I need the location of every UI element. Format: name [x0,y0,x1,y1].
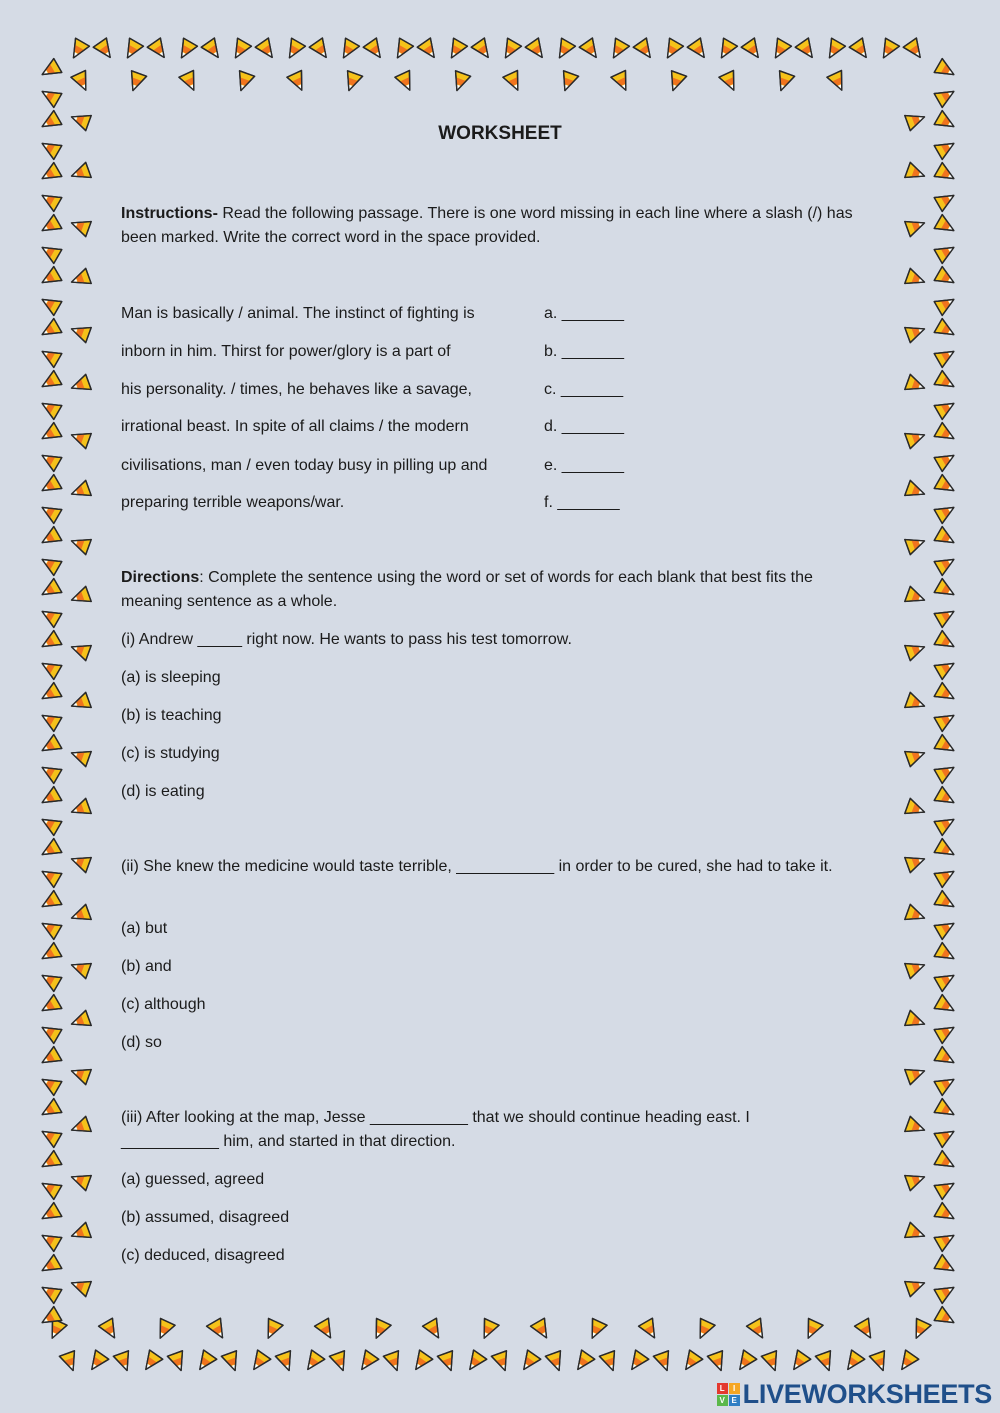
candy-corn-icon [934,1021,958,1044]
candy-corn-icon [905,215,927,236]
candy-corn-icon [715,38,738,62]
candy-corn-icon [38,1047,62,1070]
candy-corn-icon [69,904,91,925]
candy-corn-icon [934,735,958,758]
candy-corn-icon [417,38,440,62]
candy-corn-icon [229,38,252,62]
candy-corn-icon [383,1351,404,1373]
candy-corn-icon [38,1151,62,1174]
candy-corn-icon [38,839,62,862]
candy-corn-icon [93,38,116,62]
candy-corn-icon [934,85,958,108]
candy-corn-icon [525,38,548,62]
passage-line: preparing terrible weapons/war. [121,494,345,511]
candy-corn-icon [877,38,900,62]
candy-corn-icon [59,1351,80,1373]
candy-corn-icon [125,71,146,93]
candy-corn-icon [38,293,62,316]
candy-corn-icon [733,1350,756,1374]
candy-corn-icon [38,1073,62,1096]
candy-corn-icon [38,735,62,758]
candy-corn-icon [69,1010,91,1031]
candy-corn-icon [38,1281,62,1304]
candy-corn-icon [69,586,91,607]
candy-corn-icon [585,1318,607,1341]
candy-corn-icon [71,70,93,93]
candy-corn-icon [38,215,62,238]
answer-blank[interactable]: f. _______ [544,494,620,511]
candy-corn-icon [471,38,494,62]
candy-corn-icon [599,1351,620,1373]
candy-corn-icon [665,71,686,93]
candy-corn-icon [934,293,958,316]
candy-corn-icon [905,374,927,395]
candy-corn-icon [747,1318,770,1342]
candy-corn-icon [849,38,872,62]
passage-line: his personality. / times, he behaves like a savage, [121,381,472,398]
candy-corn-icon [69,851,91,872]
candy-corn-icon [934,345,958,368]
candy-corn-icon [903,38,926,62]
candy-corn-icon [287,70,309,93]
candy-corn-icon [934,111,958,134]
option-item[interactable]: (a) but [121,920,168,937]
candy-corn-icon [934,1125,958,1148]
candy-corn-icon [201,38,224,62]
candy-corn-icon [423,1318,446,1342]
candy-corn-icon [639,1318,662,1342]
candy-corn-icon [905,268,927,289]
candy-corn-icon [69,957,91,978]
candy-corn-icon [38,345,62,368]
candy-corn-icon [247,1350,270,1374]
question-text: (ii) She knew the medicine would taste terrible, ___________ in order to be cured, she had to take it. [121,858,833,875]
logo-letter: V [717,1395,728,1406]
candy-corn-icon [69,1222,91,1243]
candy-corn-icon [69,692,91,713]
option-item[interactable]: (a) guessed, agreed [121,1171,265,1188]
candy-corn-icon [934,267,958,290]
candy-corn-icon [934,839,958,862]
candy-corn-icon [571,1350,594,1374]
option-item[interactable]: (b) assumed, disagreed [121,1209,290,1226]
candy-corn-icon [309,38,332,62]
candy-corn-icon [369,1318,391,1341]
candy-corn-icon [934,943,958,966]
candy-corn-icon [391,38,414,62]
candy-corn-icon [38,631,62,654]
candy-corn-icon [905,745,927,766]
candy-corn-icon [934,657,958,680]
candy-corn-icon [38,683,62,706]
candy-corn-icon [38,371,62,394]
candy-corn-icon [329,1351,350,1373]
candy-corn-icon [934,449,958,472]
passage-line: irrational beast. In spite of all claims / the modern [121,418,469,435]
candy-corn-icon [934,163,958,186]
candy-corn-icon [69,321,91,342]
candy-corn-icon [934,189,958,212]
passage-line: Man is basically / animal. The instinct of fighting is [121,305,475,322]
candy-corn-icon [934,605,958,628]
option-item[interactable]: (a) is sleeping [121,669,221,686]
candy-corn-icon [437,1351,458,1373]
candy-corn-icon [38,709,62,732]
candy-corn-icon [934,59,958,82]
candy-corn-icon [301,1350,324,1374]
candy-corn-icon [934,1281,958,1304]
candy-corn-icon [221,1351,242,1373]
candy-corn-icon [38,111,62,134]
candy-corn-icon [147,38,170,62]
candy-corn-icon [167,1351,188,1373]
directions-paragraph [121,566,866,614]
candy-corn-icon [38,423,62,446]
candy-corn-icon [905,427,927,448]
candy-corn-icon [69,1275,91,1296]
candy-corn-icon [99,1318,122,1342]
candy-corn-icon [934,969,958,992]
candy-corn-icon [895,1350,918,1374]
logo-letter: E [729,1395,740,1406]
candy-corn-icon [905,1169,927,1190]
candy-corn-icon [38,1203,62,1226]
candy-corn-icon [823,38,846,62]
candy-corn-icon [38,553,62,576]
candy-corn-icon [179,70,201,93]
candy-corn-icon [38,787,62,810]
option-item[interactable]: (d) is eating [121,783,205,800]
candy-corn-icon [934,683,958,706]
candy-corn-icon [905,109,927,130]
candy-corn-icon [687,38,710,62]
candy-corn-icon [85,1350,108,1374]
question-text: (iii) After looking at the map, Jesse ___________ that we should continue heading east. I ___________ him, and started in that direction. [121,1109,750,1150]
candy-corn-icon [69,215,91,236]
answer-blank[interactable]: d. _______ [544,418,625,435]
candy-corn-icon [934,1073,958,1096]
candy-corn-icon [38,241,62,264]
answer-blank[interactable]: c. _______ [544,381,624,398]
candy-corn-icon [934,579,958,602]
candy-corn-icon [769,38,792,62]
candy-corn-icon [905,586,927,607]
candy-corn-icon [934,1203,958,1226]
candy-corn-icon [153,1318,175,1341]
candy-corn-icon [233,71,254,93]
candy-corn-icon [934,319,958,342]
candy-corn-icon [855,1318,878,1342]
candy-corn-icon [531,1318,554,1342]
logo-letter: I [729,1383,740,1394]
candy-corn-icon [38,1229,62,1252]
candy-corn-icon [38,85,62,108]
candy-corn-icon [355,1350,378,1374]
candy-corn-icon [905,1222,927,1243]
candy-corn-icon [905,957,927,978]
candy-corn-icon [841,1350,864,1374]
candy-corn-icon [139,1350,162,1374]
candy-corn-icon [38,761,62,784]
candy-corn-icon [38,605,62,628]
candy-corn-icon [545,1351,566,1373]
candy-corn-icon [934,397,958,420]
candy-corn-icon [934,423,958,446]
candy-corn-icon [38,813,62,836]
candy-corn-icon [801,1318,823,1341]
candy-corn-icon [661,38,684,62]
candy-corn-icon [553,38,576,62]
directions-label: Directions [121,569,200,586]
candy-corn-icon [905,851,927,872]
logo-letter: L [717,1383,728,1394]
candy-corn-icon [795,38,818,62]
candy-corn-icon [38,59,62,82]
candy-corn-icon [761,1351,782,1373]
candy-corn-icon [38,891,62,914]
candy-corn-icon [934,1047,958,1070]
candy-corn-icon [934,761,958,784]
candy-corn-icon [693,1318,715,1341]
candy-corn-icon [934,865,958,888]
candy-corn-icon [499,38,522,62]
instructions-paragraph [121,202,866,250]
candy-corn-icon [449,71,470,93]
candy-corn-icon [38,397,62,420]
candy-corn-icon [934,813,958,836]
candy-corn-icon [38,267,62,290]
candy-corn-icon [38,1099,62,1122]
candy-corn-icon [633,38,656,62]
option-item[interactable]: (b) is teaching [121,707,222,724]
candy-corn-icon [909,1318,931,1341]
answer-blank[interactable]: e. _______ [544,457,625,474]
candy-corn-icon [283,38,306,62]
candy-corn-icon [905,533,927,554]
option-item[interactable]: (c) although [121,996,206,1013]
candy-corn-icon [363,38,386,62]
candy-corn-icon [315,1318,338,1342]
candy-corn-icon [679,1350,702,1374]
candy-corn-icon [38,1021,62,1044]
candy-corn-icon [934,891,958,914]
candy-corn-icon [121,38,144,62]
candy-corn-icon [503,70,525,93]
candy-corn-icon [827,70,849,93]
candy-corn-icon [934,215,958,238]
candy-corn-icon [463,1350,486,1374]
liveworksheets-watermark [717,1379,992,1409]
candy-corn-icon [934,1307,958,1330]
candy-corn-icon [905,162,927,183]
candy-corn-icon [38,449,62,472]
candy-corn-icon [395,70,417,93]
candy-corn-icon [934,1229,958,1252]
candy-corn-icon [653,1351,674,1373]
candy-corn-icon [869,1351,890,1373]
candy-corn-icon [69,1063,91,1084]
candy-corn-icon [905,1063,927,1084]
passage-line: civilisations, man / even today busy in pilling up and [121,457,488,474]
candy-corn-icon [113,1351,134,1373]
candy-corn-icon [934,631,958,654]
candy-corn-icon [934,787,958,810]
candy-corn-icon [905,692,927,713]
candy-corn-icon [207,1318,230,1342]
candy-corn-icon [69,1169,91,1190]
candy-corn-icon [38,319,62,342]
candy-corn-icon [934,1255,958,1278]
candy-corn-icon [934,1151,958,1174]
candy-corn-icon [38,969,62,992]
candy-corn-icon [67,38,90,62]
option-item[interactable]: (b) and [121,958,172,975]
candy-corn-icon [905,321,927,342]
candy-corn-icon [491,1351,512,1373]
candy-corn-icon [255,38,278,62]
candy-corn-icon [69,109,91,130]
candy-corn-icon [905,1010,927,1031]
candy-corn-icon [773,71,794,93]
candy-corn-icon [934,527,958,550]
candy-corn-icon [607,38,630,62]
candy-corn-icon [193,1350,216,1374]
candy-corn-icon [69,480,91,501]
candy-corn-icon [69,268,91,289]
candy-corn-icon [934,995,958,1018]
candy-corn-icon [815,1351,836,1373]
candy-corn-icon [69,374,91,395]
candy-corn-icon [934,137,958,160]
option-item[interactable]: (d) so [121,1034,162,1051]
candy-corn-icon [38,579,62,602]
watermark-text: LIVEWORKSHEETS [742,1378,992,1409]
candy-corn-icon [445,38,468,62]
candy-corn-icon [38,943,62,966]
candy-corn-icon [69,427,91,448]
candy-corn-icon [409,1350,432,1374]
candy-corn-icon [69,639,91,660]
candy-corn-icon [905,798,927,819]
answer-blank[interactable]: b. _______ [544,343,625,360]
candy-corn-icon [719,70,741,93]
candy-corn-icon [477,1318,499,1341]
candy-corn-icon [934,241,958,264]
candy-corn-icon [261,1318,283,1341]
candy-corn-icon [38,995,62,1018]
candy-corn-icon [341,71,362,93]
candy-corn-icon [905,904,927,925]
candy-corn-icon [934,1099,958,1122]
candy-corn-icon [905,480,927,501]
candy-corn-icon [38,1255,62,1278]
candy-corn-icon [38,475,62,498]
instructions-label: Instructions- [121,205,218,222]
candy-corn-icon [38,137,62,160]
candy-corn-icon [38,917,62,940]
candy-corn-icon [175,38,198,62]
answer-blank[interactable]: a. _______ [544,305,625,322]
candy-corn-icon [934,475,958,498]
candy-corn-icon [69,1116,91,1137]
candy-corn-icon [787,1350,810,1374]
candy-corn-icon [934,917,958,940]
candy-corn-icon [69,533,91,554]
candy-corn-icon [69,162,91,183]
option-item[interactable]: (c) deduced, disagreed [121,1247,285,1264]
passage-line: inborn in him. Thirst for power/glory is a part of [121,343,451,360]
candy-corn-icon [69,745,91,766]
candy-corn-icon [905,1116,927,1137]
candy-corn-icon [38,1125,62,1148]
candy-corn-icon [934,1177,958,1200]
candy-corn-icon [557,71,578,93]
candy-corn-icon [38,501,62,524]
candy-corn-icon [275,1351,296,1373]
instructions-text: Read the following passage. There is one word missing in each line where a slash (/) has been marked. Write the correct word in the space provided. [121,205,853,246]
candy-corn-icon [934,371,958,394]
candy-corn-icon [38,657,62,680]
directions-text: : Complete the sentence using the word or set of words for each blank that best fits the meaning sentence as a whole. [121,569,813,610]
candy-corn-icon [517,1350,540,1374]
candy-corn-icon [337,38,360,62]
candy-corn-icon [38,1177,62,1200]
liveworksheets-logo-icon [717,1383,740,1406]
candy-corn-icon [934,553,958,576]
candy-corn-icon [625,1350,648,1374]
page-title: WORKSHEET [438,123,562,144]
candy-corn-icon [38,865,62,888]
question-text: (i) Andrew _____ right now. He wants to pass his test tomorrow. [121,631,572,648]
candy-corn-icon [741,38,764,62]
candy-corn-icon [934,501,958,524]
candy-corn-icon [38,527,62,550]
candy-corn-icon [934,709,958,732]
option-item[interactable]: (c) is studying [121,745,220,762]
candy-corn-icon [579,38,602,62]
candy-corn-icon [611,70,633,93]
candy-corn-icon [38,189,62,212]
candy-corn-icon [707,1351,728,1373]
candy-corn-icon [905,639,927,660]
candy-corn-icon [38,163,62,186]
candy-corn-icon [905,1275,927,1296]
candy-corn-icon [69,798,91,819]
